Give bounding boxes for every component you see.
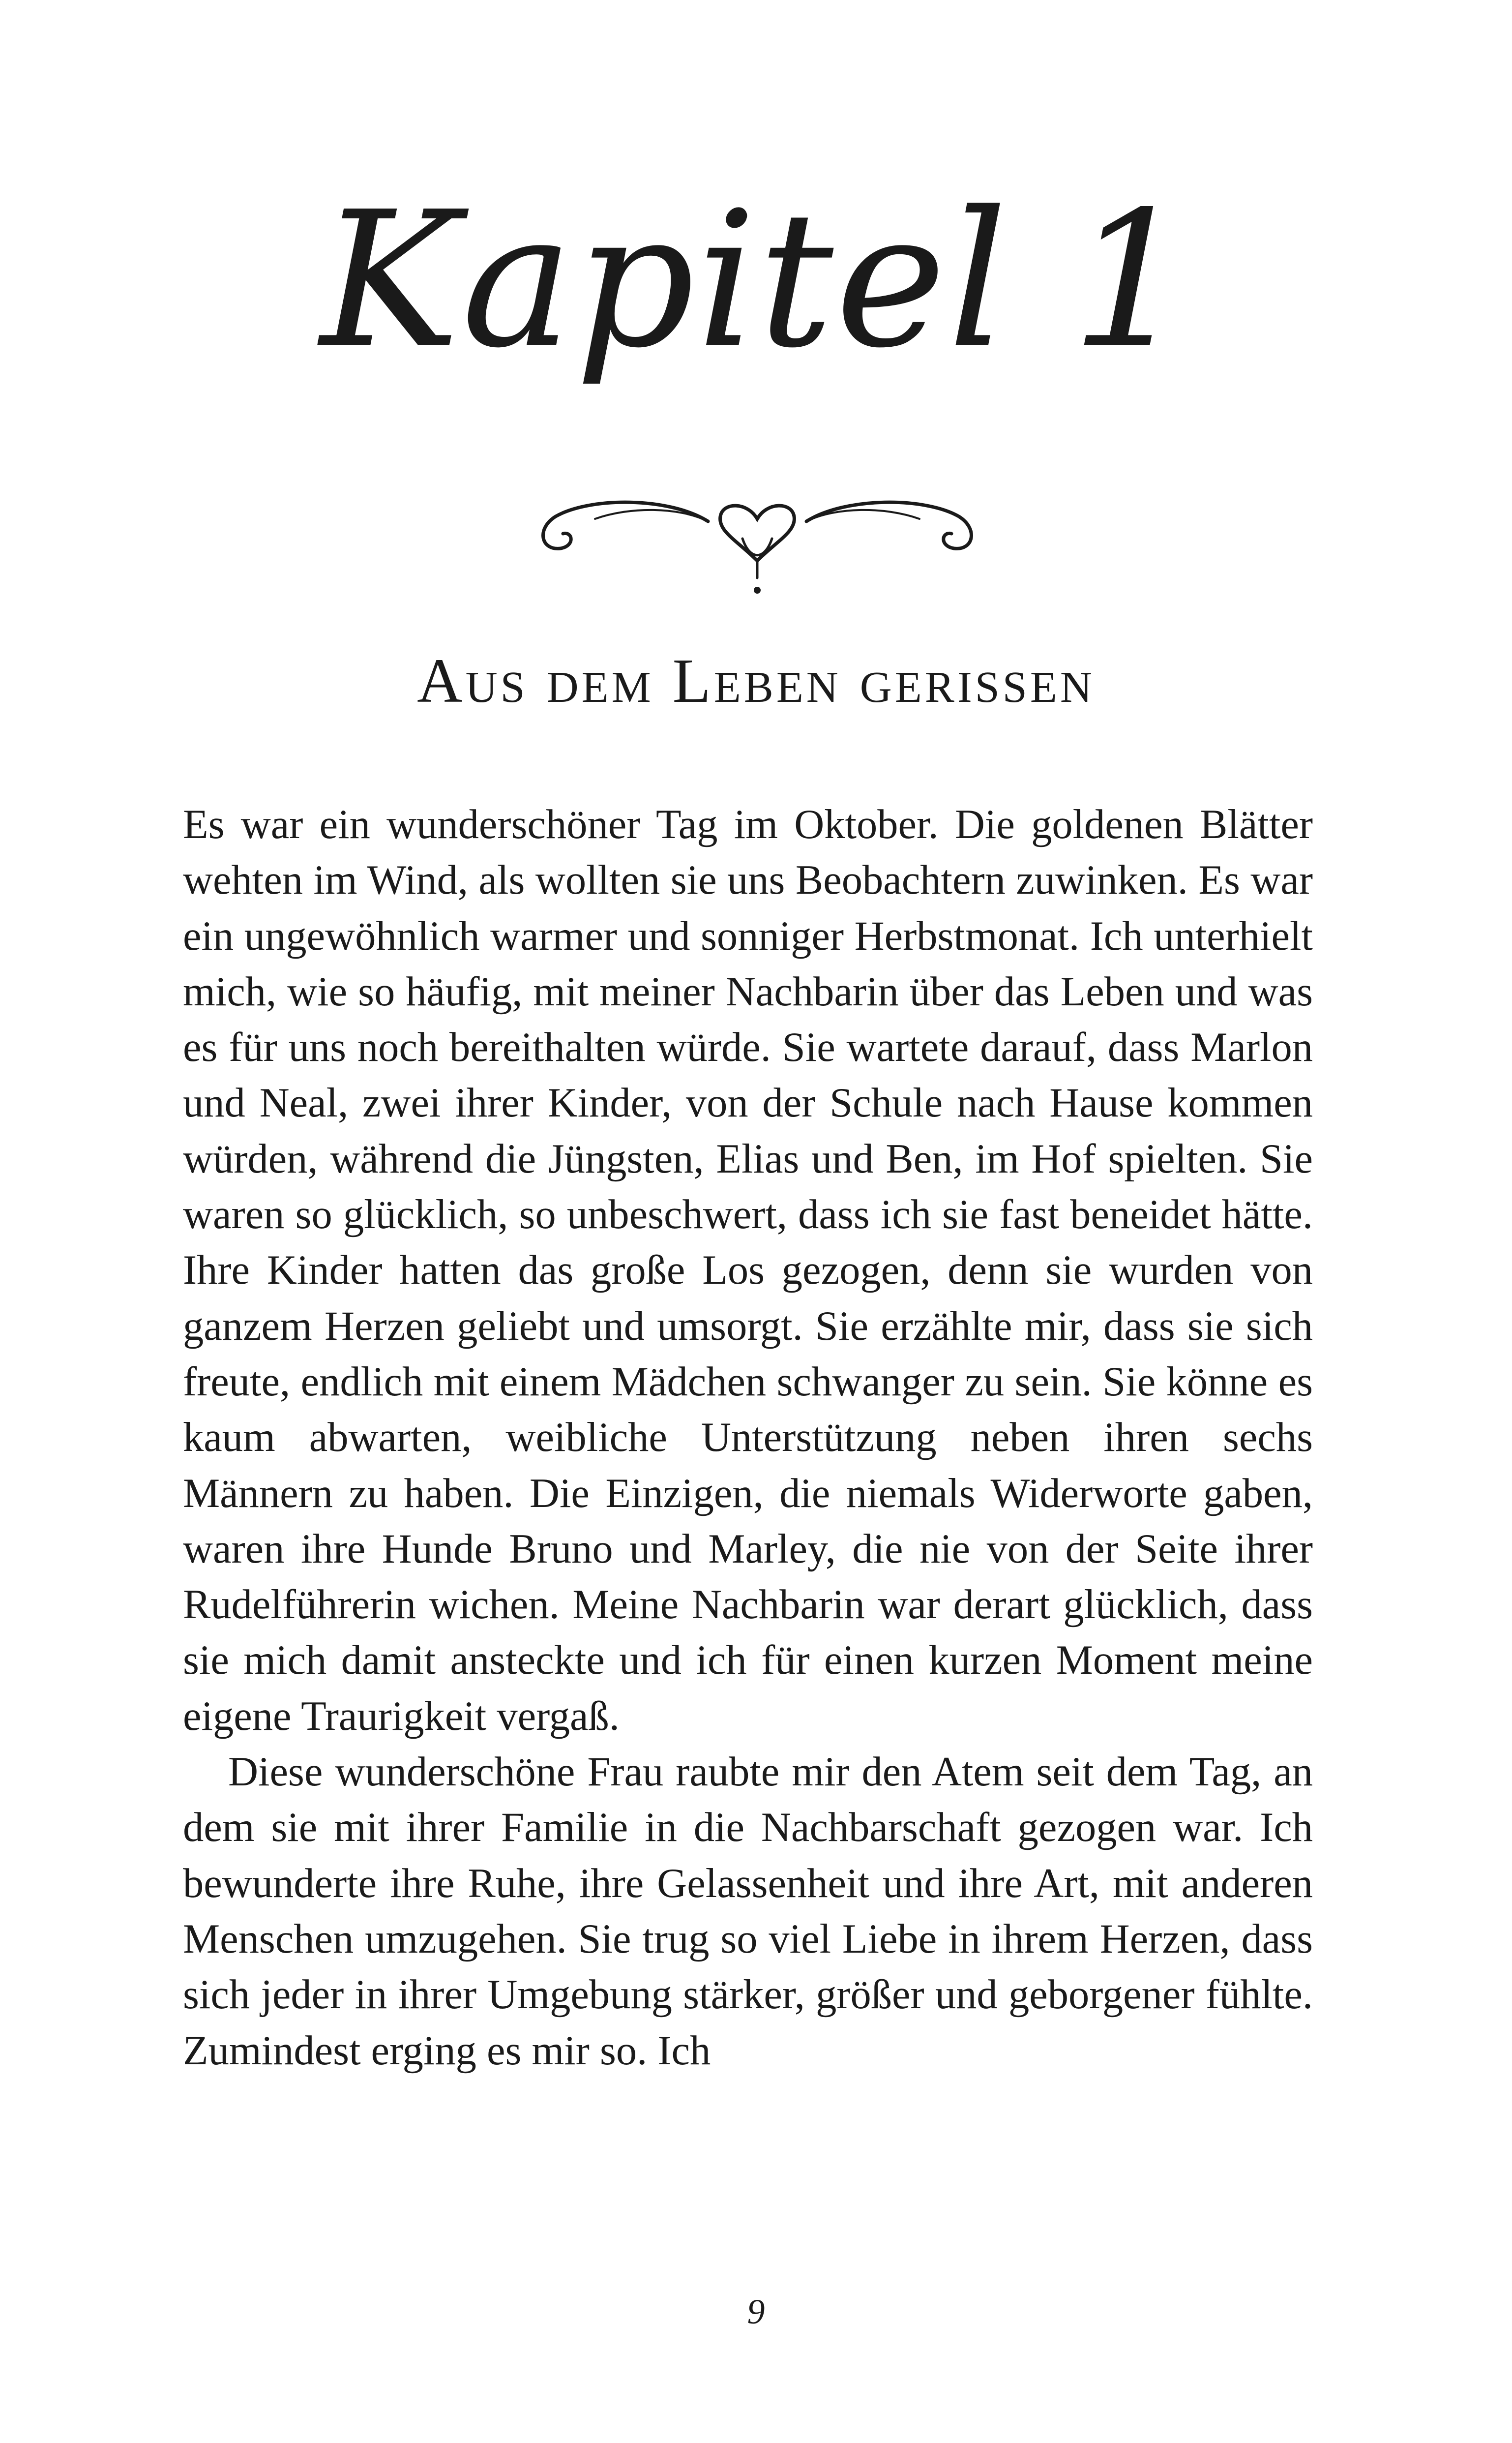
heart-flourish-icon [531, 487, 983, 605]
body-text [183, 797, 1313, 2079]
paragraph: Diese wunderschöne Frau raubte mir den Atem seit dem Tag, an dem sie mit ihrer Familie in die Nachbarschaft gezogen war. Ich bewunderte ihre Ruhe, ihre Gelassenheit und ihre Art, mit anderen Menschen umzugehen. Sie trug so viel Liebe in ihrem Herzen, dass sich jeder in ihrer Umgebung stärker, größer und geborgener fühlte. Zumindest erging es mir so. Ich [183, 1749, 1313, 2074]
paragraph: Es war ein wunderschöner Tag im Oktober. Die goldenen Blätter wehten im Wind, als wollten sie uns Beobachtern zuwinken. Es war ein ungewöhnlich warmer und sonniger Herbstmonat. Ich unterhielt mich, wie so häufig, mit meiner Nachbarin über das Leben und was es für uns noch bereithalten würde. Sie wartete darauf, dass Marlon und Neal, zwei ihrer Kinder, von der Schule nach Hause kommen würden, während die Jüngsten, Elias und Ben, im Hof spielten. Sie waren so glücklich, so unbeschwert, dass ich sie fast beneidet hätte. Ihre Kinder hatten das große Los gezogen, denn sie wurden von ganzem Herzen geliebt und umsorgt. Sie erzählte mir, dass sie sich freute, endlich mit einem Mädchen schwanger zu sein. Sie könne es kaum abwarten, weibliche Unterstützung neben ihren sechs Männern zu haben. Die Einzigen, die niemals Widerworte gaben, waren ihre Hunde Bruno und Marley, die nie von der Seite ihrer Rudelführerin wichen. Meine Nachbarin war derart glücklich, dass sie mich damit ansteckte und ich für einen kurzen Moment meine eigene Traurigkeit vergaß. [183, 802, 1313, 1739]
page-number: 9 [747, 2292, 765, 2331]
chapter-heading: Kapitel 1 [320, 171, 1192, 389]
chapter-subtitle: Aus dem Leben gerissen [417, 646, 1095, 716]
